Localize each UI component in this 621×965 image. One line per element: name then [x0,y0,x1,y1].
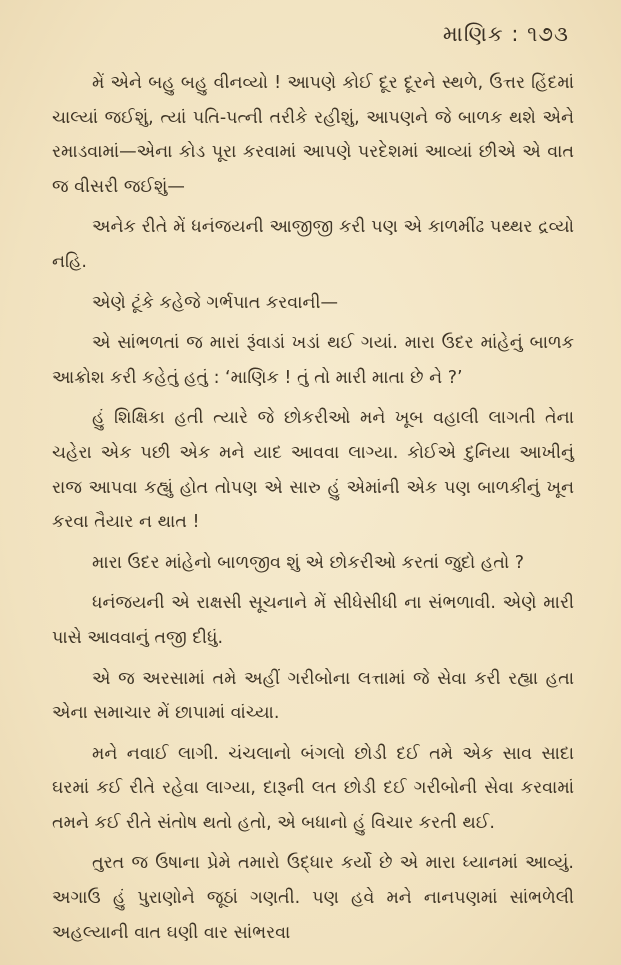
paragraph-4: એ સાંભળતાં જ મારાં રૂંવાડાં ખડાં થઈ ગયાં. મારા ઉદર માંહેનું બાળક આક્રોશ કરી કહેતું હતું : ‘માણિક ! તું તો મારી માતા છે ને ?’ [52,333,574,388]
paragraph-10: તુરત જ ઉષાના પ્રેમે તમારો ઉદ્ધાર કર્યો છે એ મારા ધ્યાનમાં આવ્યું. અગાઉ હું પુરાણોને જૂઠાં ગણતી. પણ હવે મને નાનપણમાં સાંભળેલી અહલ્યાની વાત ઘણી વાર સાંભરવા [52,853,574,943]
page-body [52,66,574,956]
paragraph-6: મારા ઉદર માંહેનો બાળજીવ શું એ છોકરીઓ કરતાં જુદો હતો ? [92,552,525,573]
paragraph-7: ધનંજયની એ રાક્ષસી સૂચનાને મેં સીધેસીધી ના સંભળાવી. એણે મારી પાસે આવવાનું તજી દીધું. [52,593,574,648]
paragraph-3: એણે ટૂંકે કહેજે ગર્ભપાત કરવાની— [92,292,339,313]
paragraph-1: મેં એને બહુ બહુ વીનવ્યો ! આપણે કોઈ દૂર દૂરને સ્થળે, ઉત્તર હિંદમાં ચાલ્યાં જઈશું, ત્યાં પતિ-પત્ની તરીકે રહીશું, આપણને જે બાળક થશે એને રમાડવામાં—એના કોડ પૂરા કરવામાં આપણે પરદેશમાં આવ્યાં છીએ એ વાત જ વીસરી જઈશું— [52,73,574,197]
paragraph-5: હું શિક્ષિકા હતી ત્યારે જે છોકરીઓ મને ખૂબ વહાલી લાગતી તેના ચહેરા એક પછી એક મને યાદ આવવા લાગ્યા. કોઈએ દુનિયા આખીનું રાજ આપવા કહ્યું હોત તોપણ એ સારુ હું એમાંની એક પણ બાળકીનું ખૂન કરવા તૈયાર ન થાત ! [52,408,574,533]
paragraph-8: એ જ અરસામાં તમે અહીં ગરીબોના લત્તામાં જે સેવા કરી રહ્યા હતા એના સમાચાર મેં છાપામાં વાંચ્યા. [52,668,574,724]
paragraph-9: મને નવાઈ લાગી. ચંચલાનો બંગલો છોડી દઈ તમે એક સાવ સાદા ઘરમાં કઈ રીતે રહેવા લાગ્યા, દારૂની લત છોડી દઈ ગરીબોની સેવા કરવામાં તમને કઈ રીતે સંતોષ થતો હતો, એ બધાનો હું વિચાર કરતી થઈ. [52,743,574,833]
page-header: માણિક : ૧૭૩ [442,22,569,46]
paragraph-2: અનેક રીતે મેં ધનંજયની આજીજી કરી પણ એ કાળમીંઢ પથ્થર દ્રવ્યો નહિ. [52,217,574,272]
